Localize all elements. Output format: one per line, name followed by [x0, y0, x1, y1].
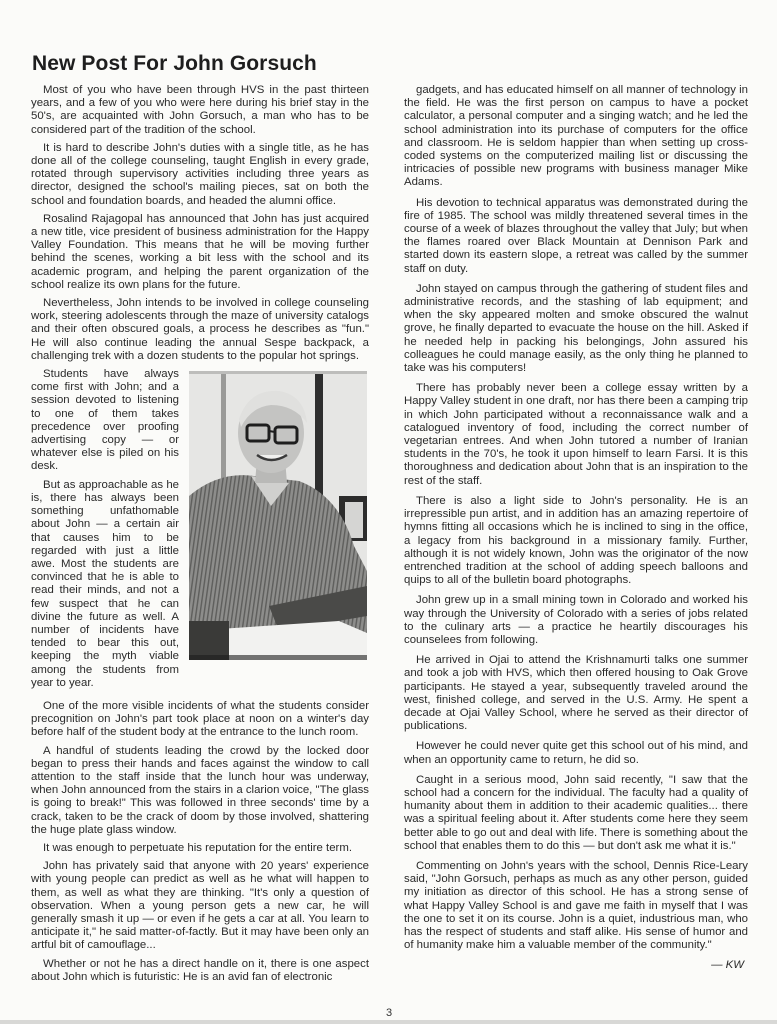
portrait-illustration-icon	[189, 371, 367, 660]
photo-side-text	[31, 368, 179, 695]
paragraph: It is hard to describe John's duties with a single title, as he has done all of the college counseling, taught English in every grade, rotated through supervisory activities including three years as director, designed the school's mailing pieces, sat on both the school and foundation boards, and headed the alumni office.	[31, 141, 369, 207]
paragraph: There is also a light side to John's personality. He is an irrepressible pun artist, and in addition has an amazing repertoire of hymns fitting all occasions which he is inclined to sing in the office, a legacy from his background in a missionary family. Further, although it is not widely known, John was the originator of the now entrenched tradition at the school of adding speech balloons and quips to all of the bulletin board photographs.	[404, 494, 748, 587]
author-signoff: — KW	[711, 959, 744, 972]
paragraph: It was enough to perpetuate his reputation for the entire term.	[43, 841, 352, 854]
paragraph: But as approachable as he is, there has always been something unfathomable about John — a certain air that causes him to be regarded with just a little awe. Most the students are convinced that he is able to read their minds, and not a few suspect that he can divine the future as well. A number of incidents have tended to bear this out, keeping the myth viable among the students from year to year.	[31, 478, 179, 689]
paragraph: One of the more visible incidents of what the students consider precognition on John's part took place at noon on a winter's day before half of the student body at the entrance to the lunch room.	[31, 699, 369, 739]
paragraph: Caught in a serious mood, John said recently, "I saw that the school had a concern for the individual. The faculty had a quality of humanity about them in addition to their academic qualities... there was a spiritual feeling about it. After students come here they seem better able to go out and deal with life. There is something about the school that enables them to do this — but don't ask me what it is."	[404, 773, 748, 852]
paragraph: John has privately said that anyone with 20 years' experience with young people can predict as well as he what will happen to them, as well as what they are thinking. "It's only a question of observation. When a young person gets a new car, he will generally smash it up — or even if he gets a car at all. You learn to anticipate it," he said matter-of-factly. But it may have been only an artful bit of camouflage...	[31, 860, 369, 952]
paragraph: gadgets, and has educated himself on all manner of technology in the field. He was the first person on campus to have a pocket calculator, a personal computer and a singing watch; and he led the school administration into its purchase of computers for the office and classroom. He is seldom happier than when setting up cross-coded systems on the computerized mailing list or discussing the intricacies of possible new programs with business manager Mike Adams.	[404, 84, 748, 189]
right-column	[404, 84, 748, 980]
paragraph: A handful of students leading the crowd by the locked door began to press their hands and faces against the window to call attention to the staff inside that the lunch hour was underway, when John announced from the stairs in a clarion voice, "The glass is going to break!" This was followed in three seconds' time by a crack, taken to be the crack of doom by those involved, shattering the huge plate glass window.	[31, 744, 369, 836]
paragraph: John stayed on campus through the gathering of student files and administrative records, and the stashing of lab equipment; and when the sky appeared molten and smoke obscured the walnut grove, he finally departed to evacuate the house on the hill. Asked if he needed help in packing his belongings, John assured his colleagues he could manage easily, as the only thing he planned to take was his computers!	[404, 282, 748, 375]
page-bottom-edge	[0, 1020, 777, 1024]
left-column	[31, 84, 369, 989]
paragraph: Nevertheless, John intends to be involved in college counseling work, steering adolescents through the maze of university catalogs and their often obscured goals, a process he describes as "fun." He will also continue leading the annual Sespe backpack, a challenging trek with a dozen students to the popular hot springs.	[31, 297, 369, 362]
paragraph: He arrived in Ojai to attend the Krishnamurti talks one summer and took a job with HVS, which then offered housing to Oak Grove participants. He stayed a year, subsequently traveled around the west, finished college, and served in the U.S. Army. He spent a decade at Ojai Valley School, where he served as their director of publications.	[404, 654, 748, 733]
portrait-photo	[189, 371, 367, 660]
paragraph: Students have always come first with John; and a session devoted to listening to one of them takes precedence over proofing advertising copy — or whatever else is piled on his desk.	[31, 368, 179, 473]
paragraph: There has probably never been a college essay written by a Happy Valley student in one draft, nor has there been a camping trip in which John participated without a reconnaissance walk and a catalogued inventory of food, including the correct number of vegetarian entrees. And when John tutored a number of Iranian students in the 70's, he took it upon himself to learn Farsi. It is this thoroughness and dedication about John that is an inspiration to the rest of the staff.	[404, 382, 748, 487]
paragraph: Whether or not he has a direct handle on it, there is one aspect about John which is futuristic: He is an avid fan of electronic	[31, 957, 369, 983]
paragraph: His devotion to technical apparatus was demonstrated during the fire of 1985. The school was mildly threatened several times in the course of a week of blazes throughout the valley that July; but when the flames roared over Black Mountain at Dennison Park and started down its eastern slope, a retreat was called by the summer staff on duty.	[404, 196, 748, 275]
photo-wrap-block	[31, 368, 369, 695]
paragraph: Most of you who have been through HVS in the past thirteen years, and a few of you who were here during his brief stay in the 50's, are acquainted with John Gorsuch, a man who has to be considered part of the tradition of the school.	[31, 84, 369, 136]
page-number: 3	[386, 1007, 393, 1019]
paragraph: Commenting on John's years with the school, Dennis Rice-Leary said, "John Gorsuch, perhaps as much as any other person, guided my initiation as director of this school. He has a strong sense of what Happy Valley School is and gave me faith in myself that I was the one to set it on its course. John is a quiet, industrious man, who has the respect of students and staff alike. His sense of humor and of humanity make him a valuable member of the community."	[404, 859, 748, 952]
article-title: New Post For John Gorsuch	[32, 52, 317, 75]
paragraph: John grew up in a small mining town in Colorado and worked his way through the University of Colorado with a series of jobs related to the culinary arts — a practice he heartily discourages his counselees from following.	[404, 594, 748, 646]
paragraph: However he could never quite get this school out of his mind, and when an opportunity came to return, he did so.	[404, 740, 748, 766]
paragraph: Rosalind Rajagopal has announced that John has just acquired a new title, vice president of business administration for the Happy Valley Foundation. This means that he will be moving further behind the scenes, working a bit less with the school and its academic program, and helping the parent organization of the school realize its own plans for the future.	[31, 212, 369, 291]
